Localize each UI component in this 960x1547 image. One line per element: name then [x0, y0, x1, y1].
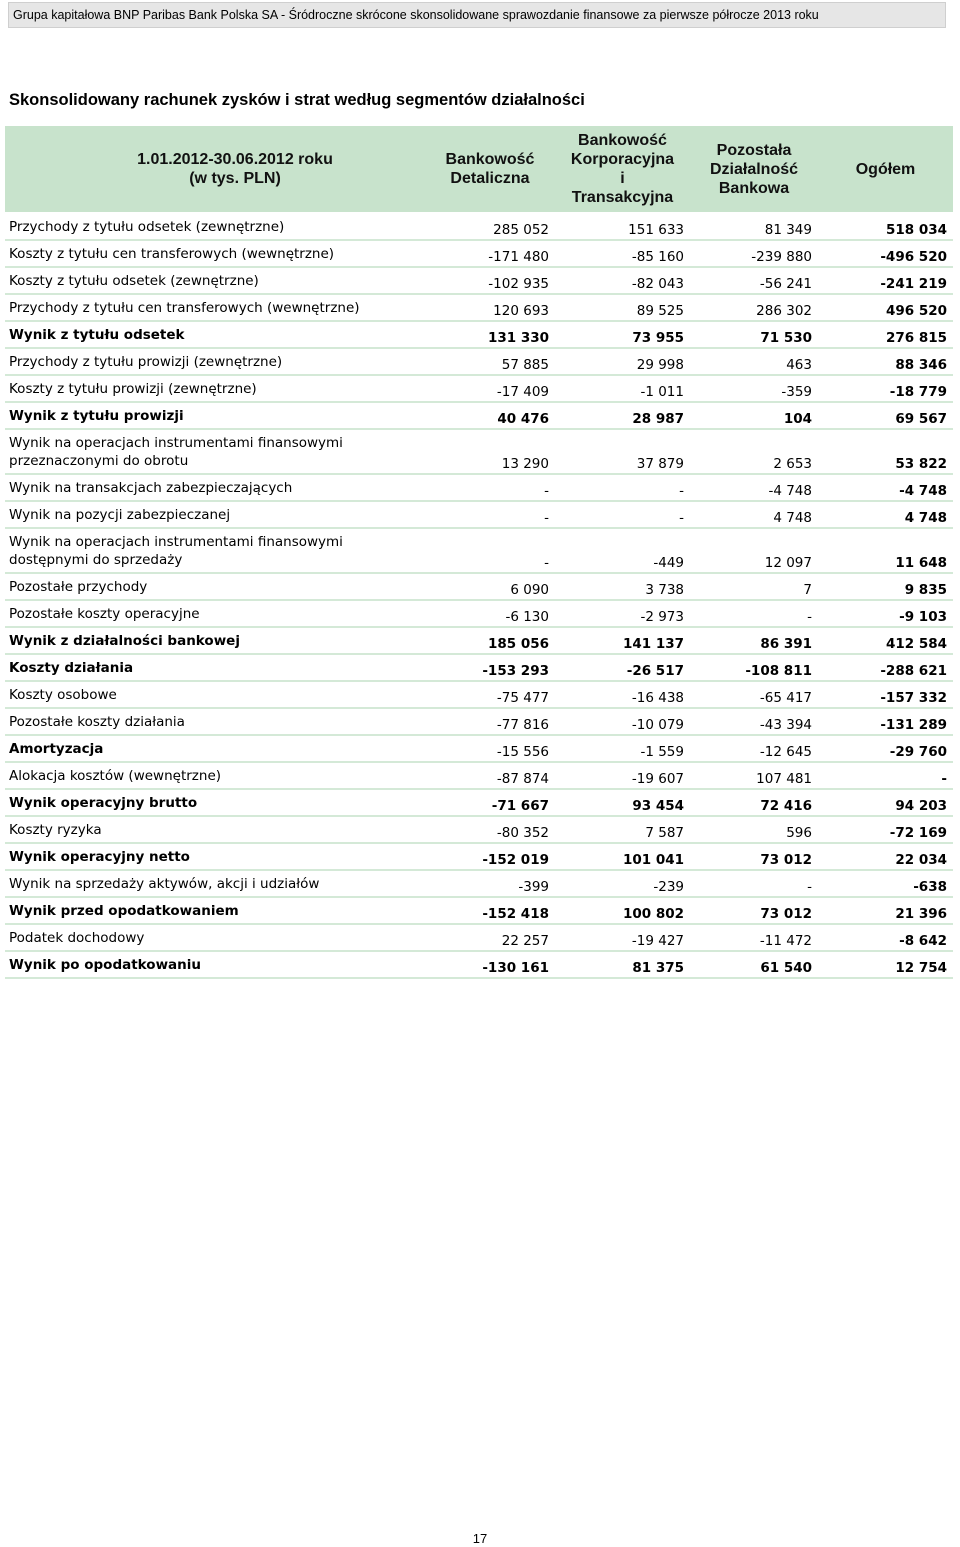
value-other: -56 241 [690, 267, 818, 294]
value-total: -4 748 [818, 474, 953, 501]
value-corporate: 28 987 [555, 402, 690, 429]
value-corporate: - [555, 474, 690, 501]
value-retail: 131 330 [425, 321, 555, 348]
table-row [5, 681, 953, 708]
value-corporate: -1 559 [555, 735, 690, 762]
segment-income-table [5, 126, 953, 979]
value-other: 7 [690, 573, 818, 600]
value-other: 71 530 [690, 321, 818, 348]
value-retail: -17 409 [425, 375, 555, 402]
table-row [5, 321, 953, 348]
table-row [5, 627, 953, 654]
header-retail-banking [425, 126, 555, 213]
value-retail: -153 293 [425, 654, 555, 681]
value-other: - [690, 870, 818, 897]
value-retail: -71 667 [425, 789, 555, 816]
value-corporate: 7 587 [555, 816, 690, 843]
table-row [5, 735, 953, 762]
value-corporate: -10 079 [555, 708, 690, 735]
row-label: Koszty działania [5, 654, 425, 681]
row-label: Wynik na operacjach instrumentami finansowymi dostępnymi do sprzedaży [5, 528, 425, 573]
header-line: Transakcyjna [571, 189, 674, 206]
table-row [5, 762, 953, 789]
table-row [5, 528, 953, 573]
row-label: Wynik na pozycji zabezpieczanej [5, 501, 425, 528]
row-label: Koszty z tytułu prowizji (zewnętrzne) [5, 375, 425, 402]
value-total: -496 520 [818, 240, 953, 267]
value-other: 596 [690, 816, 818, 843]
value-total: -157 332 [818, 681, 953, 708]
value-retail: -102 935 [425, 267, 555, 294]
table-row [5, 375, 953, 402]
table-row [5, 240, 953, 267]
value-other: -359 [690, 375, 818, 402]
value-other: -4 748 [690, 474, 818, 501]
value-total: - [818, 762, 953, 789]
value-corporate: -16 438 [555, 681, 690, 708]
value-total: 496 520 [818, 294, 953, 321]
value-retail: -6 130 [425, 600, 555, 627]
value-total: -638 [818, 870, 953, 897]
header-line: Bankowa [718, 179, 790, 197]
value-corporate: 37 879 [555, 429, 690, 474]
row-label: Wynik na operacjach instrumentami finansowymi przeznaczonymi do obrotu [5, 429, 425, 474]
value-retail: 57 885 [425, 348, 555, 375]
section-title: Skonsolidowany rachunek zysków i strat według segmentów działalności [9, 91, 585, 109]
row-label: Przychody z tytułu cen transferowych (wewnętrzne) [5, 294, 425, 321]
value-other: 81 349 [690, 213, 818, 240]
row-label: Pozostałe koszty działania [5, 708, 425, 735]
value-other: -11 472 [690, 924, 818, 951]
value-retail: - [425, 528, 555, 573]
header-line: Ogółem [855, 160, 916, 178]
value-total: -18 779 [818, 375, 953, 402]
value-total: 12 754 [818, 951, 953, 978]
value-corporate: 81 375 [555, 951, 690, 978]
table-row [5, 654, 953, 681]
value-retail: -77 816 [425, 708, 555, 735]
value-total: -241 219 [818, 267, 953, 294]
value-total: 412 584 [818, 627, 953, 654]
header-total [818, 126, 953, 213]
value-other: 107 481 [690, 762, 818, 789]
row-label: Koszty z tytułu cen transferowych (wewnętrzne) [5, 240, 425, 267]
value-corporate: -1 011 [555, 375, 690, 402]
value-total: 11 648 [818, 528, 953, 573]
row-label: Podatek dochodowy [5, 924, 425, 951]
header-line: Pozostała [716, 141, 792, 159]
value-other: 86 391 [690, 627, 818, 654]
value-corporate: -2 973 [555, 600, 690, 627]
value-retail: -87 874 [425, 762, 555, 789]
header-line: Działalność [709, 160, 799, 178]
table-row [5, 951, 953, 978]
value-retail: - [425, 474, 555, 501]
value-corporate: 89 525 [555, 294, 690, 321]
value-corporate: 29 998 [555, 348, 690, 375]
value-corporate: -82 043 [555, 267, 690, 294]
header-line: Bankowość [445, 151, 535, 168]
row-label: Wynik z tytułu odsetek [5, 321, 425, 348]
value-other: 72 416 [690, 789, 818, 816]
value-other: 12 097 [690, 528, 818, 573]
row-label: Koszty ryzyka [5, 816, 425, 843]
table-header [5, 126, 953, 213]
value-corporate: -85 160 [555, 240, 690, 267]
header-line: i [620, 170, 625, 187]
row-label: Wynik operacyjny brutto [5, 789, 425, 816]
value-corporate: -19 607 [555, 762, 690, 789]
table-row [5, 897, 953, 924]
table-row [5, 267, 953, 294]
table-row [5, 402, 953, 429]
row-label: Pozostałe koszty operacyjne [5, 600, 425, 627]
value-total: 88 346 [818, 348, 953, 375]
header-period-line: 1.01.2012-30.06.2012 roku [137, 151, 333, 168]
value-total: 4 748 [818, 501, 953, 528]
value-total: -9 103 [818, 600, 953, 627]
value-retail: 22 257 [425, 924, 555, 951]
table-row [5, 294, 953, 321]
table-row [5, 870, 953, 897]
value-other: -239 880 [690, 240, 818, 267]
table-row [5, 348, 953, 375]
header-line: Detaliczna [450, 170, 530, 187]
value-other: 73 012 [690, 897, 818, 924]
value-corporate: 151 633 [555, 213, 690, 240]
value-corporate: -239 [555, 870, 690, 897]
table-row [5, 501, 953, 528]
value-corporate: -449 [555, 528, 690, 573]
value-total: 94 203 [818, 789, 953, 816]
header-line: Bankowość [578, 132, 667, 149]
value-total: -29 760 [818, 735, 953, 762]
value-corporate: 73 955 [555, 321, 690, 348]
value-retail: -15 556 [425, 735, 555, 762]
value-retail: 285 052 [425, 213, 555, 240]
row-label: Alokacja kosztów (wewnętrzne) [5, 762, 425, 789]
header-period-line: (w tys. PLN) [189, 170, 281, 187]
value-other: -65 417 [690, 681, 818, 708]
page-header [8, 2, 946, 28]
value-retail: -152 418 [425, 897, 555, 924]
table-row [5, 924, 953, 951]
value-other: 73 012 [690, 843, 818, 870]
table-row [5, 429, 953, 474]
row-label: Pozostałe przychody [5, 573, 425, 600]
value-retail: - [425, 501, 555, 528]
table-body [5, 213, 953, 978]
value-corporate: 141 137 [555, 627, 690, 654]
value-retail: -171 480 [425, 240, 555, 267]
value-total: -72 169 [818, 816, 953, 843]
row-label: Koszty z tytułu odsetek (zewnętrzne) [5, 267, 425, 294]
row-label: Przychody z tytułu odsetek (zewnętrzne) [5, 213, 425, 240]
row-label: Wynik na sprzedaży aktywów, akcji i udziałów [5, 870, 425, 897]
value-other: 104 [690, 402, 818, 429]
table-row [5, 213, 953, 240]
value-other: - [690, 600, 818, 627]
value-corporate: 3 738 [555, 573, 690, 600]
value-other: 4 748 [690, 501, 818, 528]
value-retail: 6 090 [425, 573, 555, 600]
value-total: 21 396 [818, 897, 953, 924]
value-retail: 13 290 [425, 429, 555, 474]
value-retail: -75 477 [425, 681, 555, 708]
header-other-banking [690, 126, 818, 213]
value-retail: -152 019 [425, 843, 555, 870]
row-label: Wynik z działalności bankowej [5, 627, 425, 654]
value-other: 463 [690, 348, 818, 375]
value-retail: -399 [425, 870, 555, 897]
table-row [5, 474, 953, 501]
value-corporate: 93 454 [555, 789, 690, 816]
table-row [5, 843, 953, 870]
value-other: -43 394 [690, 708, 818, 735]
page-header-text: Grupa kapitałowa BNP Paribas Bank Polska SA - Śródroczne skrócone skonsolidowane sprawozdanie finansowe za pierwsze półrocze 2013 roku [13, 8, 819, 22]
value-total: 22 034 [818, 843, 953, 870]
value-corporate: 101 041 [555, 843, 690, 870]
value-total: 276 815 [818, 321, 953, 348]
value-total: -288 621 [818, 654, 953, 681]
table-row [5, 600, 953, 627]
value-total: -8 642 [818, 924, 953, 951]
row-label: Koszty osobowe [5, 681, 425, 708]
value-other: 2 653 [690, 429, 818, 474]
value-retail: 40 476 [425, 402, 555, 429]
value-other: -108 811 [690, 654, 818, 681]
header-period [5, 126, 425, 213]
row-label: Wynik z tytułu prowizji [5, 402, 425, 429]
table-header-row [5, 126, 953, 213]
table-row [5, 789, 953, 816]
table-row [5, 816, 953, 843]
row-label: Amortyzacja [5, 735, 425, 762]
row-label: Wynik na transakcjach zabezpieczających [5, 474, 425, 501]
value-corporate: 100 802 [555, 897, 690, 924]
value-total: 53 822 [818, 429, 953, 474]
value-retail: -80 352 [425, 816, 555, 843]
value-total: 518 034 [818, 213, 953, 240]
row-label: Wynik operacyjny netto [5, 843, 425, 870]
row-label: Wynik przed opodatkowaniem [5, 897, 425, 924]
row-label: Wynik po opodatkowaniu [5, 951, 425, 978]
value-other: 286 302 [690, 294, 818, 321]
value-retail: 185 056 [425, 627, 555, 654]
header-corporate-banking [555, 126, 690, 213]
page-number: 17 [472, 1531, 488, 1546]
value-total: -131 289 [818, 708, 953, 735]
value-corporate: -19 427 [555, 924, 690, 951]
value-corporate: - [555, 501, 690, 528]
value-retail: -130 161 [425, 951, 555, 978]
header-line: Korporacyjna [570, 151, 675, 168]
row-label: Przychody z tytułu prowizji (zewnętrzne) [5, 348, 425, 375]
value-corporate: -26 517 [555, 654, 690, 681]
table-row [5, 708, 953, 735]
value-total: 69 567 [818, 402, 953, 429]
value-total: 9 835 [818, 573, 953, 600]
value-retail: 120 693 [425, 294, 555, 321]
table-row [5, 573, 953, 600]
value-other: 61 540 [690, 951, 818, 978]
value-other: -12 645 [690, 735, 818, 762]
